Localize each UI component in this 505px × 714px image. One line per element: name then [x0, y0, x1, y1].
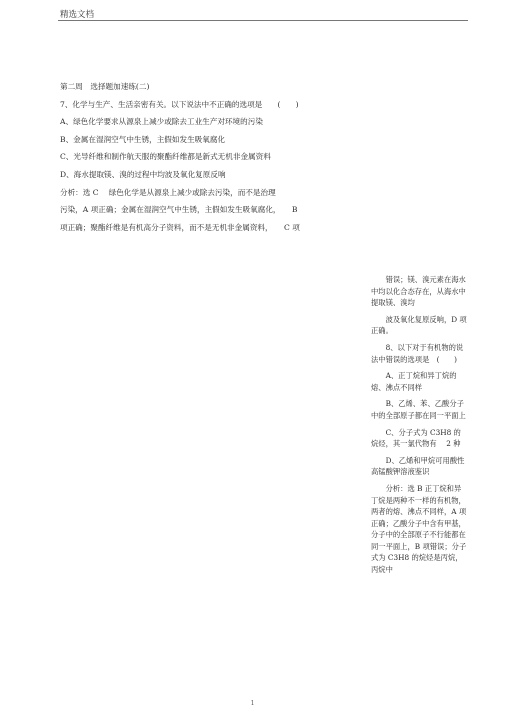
question-8-option-d: D、乙烯和甲烷可用酸性高锰酸钾溶液鉴识 — [371, 455, 465, 477]
page-number: 1 — [250, 700, 255, 707]
question-8-option-a: A、正丁烷和异丁烷的熔、沸点不同样 — [371, 371, 457, 392]
question-7-option-a: A、绿色化学要求从源泉上减少或除去工业生产对环境的污染 — [60, 117, 263, 127]
question-7-stem: 7、化学与生产、生活亲密有关。以下说法中不正确的选项是 ( ) — [60, 99, 299, 109]
question-8-stem: 8、以下对于有机物的说法中错误的选项是 ( ) — [371, 342, 464, 364]
analysis-conclusion: 波及氧化复原反响，D 项正确。 — [371, 314, 467, 336]
question-8-analysis: 分析：选 B 正丁烷和异丁烷是两种不一样的有机物，两者的熔、沸点不同样，A 项正确；乙酸分子中含有甲基，分子中的全部原子不行能都在同一平面上，B 项错误；分子式为 C3H8 的烷烃是丙烷，丙烷中 — [371, 483, 467, 575]
question-7-analysis-line-2: 污染，A 项正确；金属在湿润空气中生锈，主假如发生吸氧腐化， B — [60, 205, 298, 215]
question-7-option-c: C、光导纤维和制作航天服的聚酯纤维都是新式无机非金属资料 — [60, 152, 271, 162]
question-7-option-d: D、海水提取镁、溴的过程中均波及氧化复原反响 — [60, 169, 226, 179]
main-text-block — [60, 78, 390, 236]
running-header: 精选文档 — [60, 10, 95, 20]
question-7-analysis-line-3: 项正确；聚酯纤维是有机高分子资料，而不是无机非金属资料， C 项 — [60, 222, 300, 232]
header-rule — [58, 20, 468, 21]
section-title: 第二周 选择题加速练(二) — [60, 82, 150, 91]
question-8-option-c: C、分子式为 C3H8 的烷烃，其一氯代物有 2 种 — [371, 427, 461, 449]
question-7-option-b: B、金属在湿润空气中生锈，主假如发生吸氧腐化 — [60, 134, 226, 144]
question-8-option-b: B、乙烯、苯、乙酸分子中的全部原子都在同一平面上 — [371, 399, 466, 420]
narrow-text-column — [371, 274, 467, 581]
question-7-analysis-line-1: 分析：选 C 绿色化学是从源泉上减少或除去污染，而不是治理 — [60, 187, 276, 197]
analysis-continued: 错误；镁、溴元素在海水中均以化合态存在，从海水中提取镁、溴均 — [371, 275, 466, 308]
